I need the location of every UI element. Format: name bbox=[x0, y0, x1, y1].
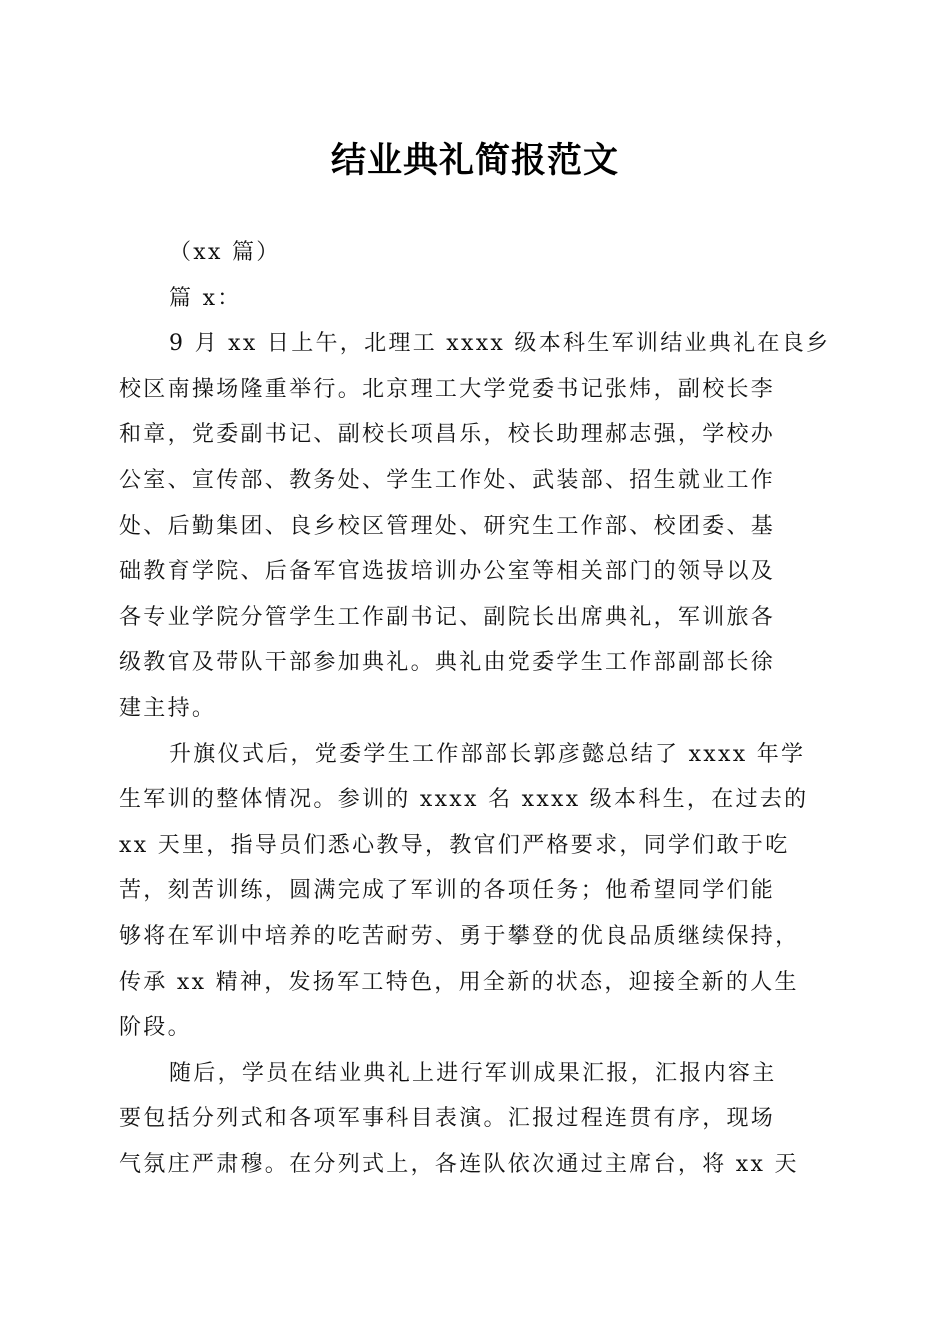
document-title: 结业典礼简报范文 bbox=[330, 140, 619, 181]
text-line: 础教育学院、后备军官选拔培训办公室等相关部门的领导以及 bbox=[119, 559, 776, 585]
text-line: 要包括分列式和各项军事科目表演。汇报过程连贯有序，现场 bbox=[119, 1106, 776, 1132]
text-line: 生军训的整体情况。参训的 xxxx 名 xxxx 级本科生，在过去的 bbox=[119, 787, 809, 813]
text-line: 处、后勤集团、良乡校区管理处、研究生工作部、校团委、基 bbox=[119, 513, 776, 539]
text-line: 苦，刻苦训练，圆满完成了军训的各项任务；他希望同学们能 bbox=[119, 878, 776, 904]
text-line: 气氛庄严肃穆。在分列式上，各连队依次通过主席台，将 xx 天 bbox=[119, 1151, 799, 1177]
text-line: （xx 篇） bbox=[169, 240, 281, 265]
text-line: 和章，党委副书记、副校长项昌乐，校长助理郝志强，学校办 bbox=[119, 422, 776, 448]
text-line: 篇 x： bbox=[169, 285, 242, 311]
text-line: 建主持。 bbox=[119, 695, 217, 721]
text-line: 阶段。 bbox=[119, 1015, 192, 1041]
text-line: 级教官及带队干部参加典礼。典礼由党委学生工作部副部长徐 bbox=[119, 650, 776, 676]
text-line: 传承 xx 精神，发扬军工特色，用全新的状态，迎接全新的人生 bbox=[119, 969, 799, 995]
text-line: 够将在军训中培养的吃苦耐劳、勇于攀登的优良品质继续保持， bbox=[119, 923, 800, 949]
text-line: 升旗仪式后，党委学生工作部部长郭彦懿总结了 xxxx 年学 bbox=[169, 741, 806, 767]
text-line: 校区南操场隆重举行。北京理工大学党委书记张炜，副校长李 bbox=[119, 376, 776, 402]
text-line: 各专业学院分管学生工作副书记、副院长出席典礼，军训旅各 bbox=[119, 604, 776, 630]
document-body bbox=[119, 230, 831, 1187]
text-line: xx 天里，指导员们悉心教导，教官们严格要求，同学们敢于吃 bbox=[119, 832, 790, 858]
text-line: 随后，学员在结业典礼上进行军训成果汇报，汇报内容主 bbox=[169, 1060, 777, 1086]
text-line: 9 月 xx 日上午，北理工 xxxx 级本科生军训结业典礼在良乡 bbox=[169, 331, 831, 357]
text-line: 公室、宣传部、教务处、学生工作处、武装部、招生就业工作 bbox=[119, 467, 776, 493]
